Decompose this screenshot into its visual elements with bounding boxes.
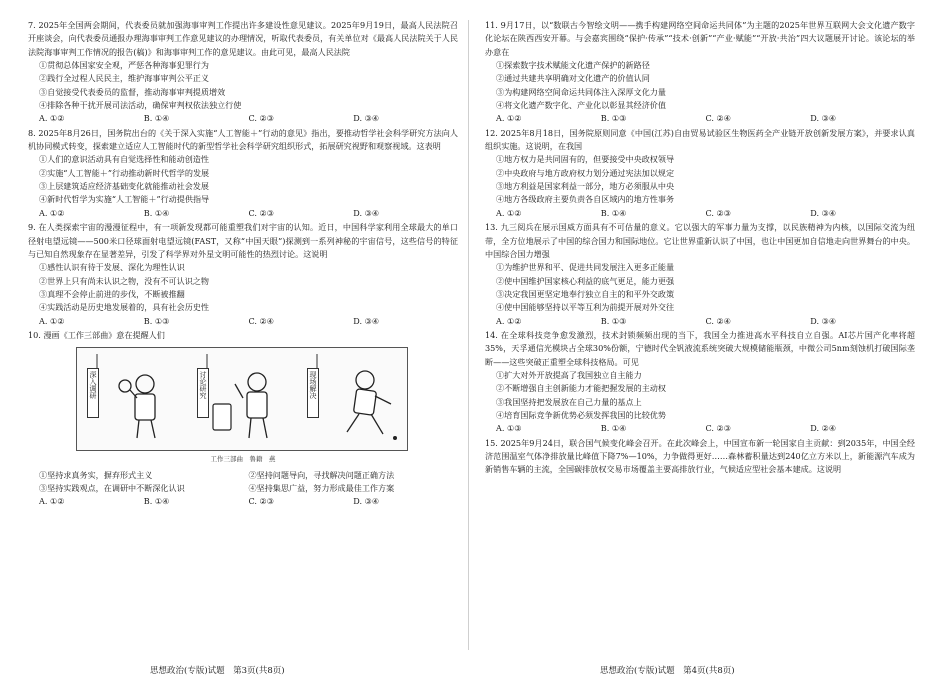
- answer-choice-a[interactable]: A. ①②: [39, 496, 65, 507]
- comic-work-trilogy: [76, 347, 408, 451]
- question-7-option[interactable]: ③自觉接受代表委员的监督，推动海事审判提质增效: [39, 86, 226, 97]
- question-8-option[interactable]: ②实施“人工智能＋”行动推动新时代哲学的发展: [39, 167, 210, 178]
- answer-choice-c[interactable]: C. ②④: [705, 113, 732, 124]
- person-with-pen-drawing: [193, 354, 293, 444]
- left-column: [28, 18, 458, 509]
- question-15-stem: 15. 2025年9月24日，联合国气候变化峰会召开。在此次峰会上，中国宣布新一轮国家自主贡献：到2035年，中国全经济范围温室气体净排放量比峰值下降7%—10%，力争做得更好……森林蓄积量达到240亿立方米以上，新能源汽车成为新销售车辆的主流，全国碳排放权交易市场覆盖主要高排放行业，气候适应型社会基本建成。这说明: [485, 437, 915, 475]
- question-7-answers: [28, 112, 458, 125]
- question-11-stem: 11. 9月17日，以“数联古今智绘文明——携手构建网络空间命运共同体”为主题的2025年世界互联网大会文化遗产数字化论坛在陕西西安开幕。与会嘉宾围绕“保护·传承”“技术·创新”“产业·赋能”“开放·共治”四大议题展开讨论。该论坛的举办意在: [485, 20, 915, 57]
- question-10-answers: [28, 495, 458, 508]
- answer-choice-a[interactable]: A. ①③: [496, 423, 522, 434]
- question-13-option[interactable]: ③决定我国更坚定地奉行独立自主的和平外交政策: [496, 288, 675, 299]
- comic-sign-research: 深入调研: [87, 368, 99, 418]
- answer-choice-a[interactable]: A. ①②: [39, 207, 65, 218]
- question-8-option[interactable]: ①人们的意识活动具有自觉选择性和能动创造性: [39, 154, 209, 165]
- answer-choice-d[interactable]: D. ③④: [353, 496, 380, 507]
- question-14-option[interactable]: ①扩大对外开放提高了我国独立自主能力: [496, 369, 642, 380]
- comic-panel-3: [303, 354, 403, 444]
- question-13-stem: 13. 九三阅兵在展示国威方面具有不可估量的意义。它以强大的军事力量为支撑，以民族精神为内核，以国际交流为纽带，全方位地展示了中国的综合国力和国际地位。它让世界重新认识了中国，也让中国更加自信地走向世界舞台的中央。中国综合国力增强: [485, 222, 915, 259]
- question-11-option[interactable]: ③为构建网络空间命运共同体注入深厚文化力量: [496, 86, 666, 97]
- question-8: [28, 127, 458, 220]
- answer-choice-b[interactable]: B. ①④: [143, 496, 170, 507]
- question-10-option[interactable]: ②坚持问题导向，寻找解决问题正确方法: [248, 469, 395, 480]
- answer-choice-a[interactable]: A. ①②: [39, 315, 65, 326]
- question-11: [485, 19, 915, 126]
- answer-choice-b[interactable]: B. ①④: [600, 207, 627, 218]
- question-9-option[interactable]: ④实践活动是历史地发展着的，具有社会历史性: [39, 302, 209, 313]
- question-10-options: [28, 469, 458, 496]
- question-10-stem: 10. 漫画《工作三部曲》意在提醒人们: [28, 329, 165, 340]
- question-14-option[interactable]: ③我国坚持把发展放在自己力量的基点上: [496, 396, 642, 407]
- question-12-option[interactable]: ④地方各级政府主要负责各自区域内的地方性事务: [496, 194, 675, 205]
- answer-choice-b[interactable]: B. ①④: [143, 113, 170, 124]
- question-9-option[interactable]: ②世界上只有尚未认识之物，没有不可认识之物: [39, 275, 209, 286]
- question-10: [28, 329, 458, 509]
- question-12-answers: [485, 207, 915, 220]
- answer-choice-c[interactable]: C. ②③: [248, 207, 275, 218]
- answer-choice-d[interactable]: D. ③④: [353, 113, 380, 124]
- comic-panel-2: [193, 354, 293, 444]
- question-7: [28, 19, 458, 126]
- question-7-option[interactable]: ④排除各种干扰开展司法活动，确保审判权依法独立行使: [39, 100, 242, 111]
- question-10-option[interactable]: ④坚持集思广益，努力形成最佳工作方案: [248, 482, 395, 493]
- question-14-option[interactable]: ④培育国际竞争新优势必须发挥我国的比较优势: [496, 409, 666, 420]
- question-13: [485, 221, 915, 328]
- question-9-answers: [28, 315, 458, 328]
- answer-choice-a[interactable]: A. ①②: [39, 113, 65, 124]
- question-12-option[interactable]: ①地方权力是共同固有的，但要接受中央政权领导: [496, 154, 675, 165]
- question-8-option[interactable]: ③上层建筑适应经济基础变化就能推动社会发展: [39, 181, 209, 192]
- page-footer-left: 思想政治(专版)试题 第3页(共8页): [150, 666, 285, 676]
- column-divider: [468, 20, 469, 650]
- answer-choice-c[interactable]: C. ②③: [705, 423, 732, 434]
- answer-choice-b[interactable]: B. ①③: [600, 315, 627, 326]
- question-8-stem: 8. 2025年8月26日，国务院出台的《关于深入实施“人工智能＋”行动的意见》指出，要推动哲学社会科学研究方法向人机协同模式转变，探索建立适应人工智能时代的新型哲学社会科学研究组织形式，拓展研究视野和观察视域。这表明: [28, 127, 458, 152]
- question-11-option[interactable]: ②通过共建共享明确对文化遗产的价值认同: [496, 73, 650, 84]
- question-13-option[interactable]: ④使中国能够坚持以平等互利为前提开展对外交往: [496, 302, 675, 313]
- answer-choice-b[interactable]: B. ①③: [600, 113, 627, 124]
- answer-choice-b[interactable]: B. ①④: [143, 207, 170, 218]
- answer-choice-b[interactable]: B. ①④: [600, 423, 627, 434]
- question-7-option[interactable]: ①贯彻总体国家安全观，严惩各种海事犯罪行为: [39, 60, 209, 71]
- answer-choice-d[interactable]: D. ③④: [353, 315, 380, 326]
- answer-choice-d[interactable]: D. ③④: [810, 315, 837, 326]
- question-12-option[interactable]: ③地方利益是国家利益一部分，地方必须服从中央: [496, 181, 675, 192]
- answer-choice-c[interactable]: C. ②④: [705, 315, 732, 326]
- comic-sign-onsite: 现场解决: [307, 368, 319, 418]
- question-14-option[interactable]: ②不断增强自主创新能力才能把握发展的主动权: [496, 383, 666, 394]
- answer-choice-d[interactable]: D. ③④: [810, 113, 837, 124]
- question-14-answers: [485, 422, 915, 435]
- question-7-stem: 7. 2025年全国两会期间，代表委员就加强海事审判工作提出许多建设性意见建议。2025年9月19日，最高人民法院召开座谈会，向代表委员通报办理海事审判工作意见建议的办理情况，听取代表委员，有关单位对《最高人民法院关于人民法院海事审判工作情况的报告(稿)》和海事审判工作的意见建议。由此可见，最高人民法院: [28, 20, 458, 57]
- comic-panel-1: [83, 354, 183, 444]
- answer-choice-d[interactable]: D. ③④: [810, 207, 837, 218]
- right-column: [485, 18, 915, 477]
- answer-choice-c[interactable]: C. ②③: [705, 207, 732, 218]
- question-11-answers: [485, 112, 915, 125]
- question-9-option[interactable]: ①感性认识有待于发展、深化为理性认识: [39, 262, 185, 273]
- question-13-option[interactable]: ②使中国维护国家核心利益的底气更足，能力更强: [496, 275, 675, 286]
- question-12-stem: 12. 2025年8月18日，国务院原则同意《中国(江苏)自由贸易试验区生物医药全产业链开放创新发展方案》，并要求认真组织实施。这说明，在我国: [485, 127, 915, 152]
- question-12-option[interactable]: ②中央政府与地方政府权力划分通过宪法加以规定: [496, 167, 675, 178]
- question-10-option[interactable]: ①坚持求真务实，摒弃形式主义: [39, 469, 153, 480]
- question-14-stem: 14. 在全球科技竞争愈发激烈，技术封锁频频出现的当下，我国全力推进高水平科技自立自强。AI芯片国产化率将超35%，天孚通信光模块占全球30%份额，宁德时代全钒液流系统突破大规模储能瓶颈，中微公司5nm刻蚀机打破国际垄断——这些突破正重塑全球科技格局。可见: [485, 329, 915, 367]
- answer-choice-b[interactable]: B. ①③: [143, 315, 170, 326]
- question-9-stem: 9. 在人类探索宇宙的漫漫征程中，有一项新发现都可能重塑我们对宇宙的认知。近日，中国科学家利用全球最大的单口径射电望远镜——500米口径球面射电望远镜(FAST，又称“中国天眼”)探测到一系列神秘的宇宙信号，这些信号的特征与已知自然现象存在显著差异，引发了科学界对外星文明可能性的热烈讨论。这说明: [28, 222, 458, 259]
- answer-choice-c[interactable]: C. ②③: [248, 113, 275, 124]
- answer-choice-c[interactable]: C. ②④: [248, 315, 275, 326]
- question-7-option[interactable]: ②践行全过程人民民主，维护海事审判公平正义: [39, 73, 209, 84]
- question-14: [485, 329, 915, 436]
- question-9-option[interactable]: ③真理不会停止前进的步伐，不断被推翻: [39, 288, 185, 299]
- person-running-drawing: [303, 354, 403, 444]
- question-9: [28, 221, 458, 328]
- answer-choice-a[interactable]: A. ①②: [496, 315, 522, 326]
- question-8-option[interactable]: ④新时代哲学为实施“人工智能＋”行动提供指导: [39, 194, 210, 205]
- question-10-option[interactable]: ③坚持实践观点，在调研中不断深化认识: [39, 482, 185, 493]
- answer-choice-c[interactable]: C. ②③: [248, 496, 275, 507]
- question-12: [485, 127, 915, 220]
- comic-caption: 工作三部曲 鲁籍 燕: [210, 455, 276, 464]
- question-15: [485, 437, 915, 477]
- question-13-answers: [485, 315, 915, 328]
- answer-choice-a[interactable]: A. ①②: [496, 207, 522, 218]
- answer-choice-a[interactable]: A. ①②: [496, 113, 522, 124]
- question-11-option[interactable]: ①探索数字技术赋能文化遗产保护的新路径: [496, 60, 650, 71]
- question-13-option[interactable]: ①为维护世界和平、促进共同发展注入更多正能量: [496, 262, 675, 273]
- page-footer-right: 思想政治(专版)试题 第4页(共8页): [600, 666, 735, 676]
- question-8-answers: [28, 207, 458, 220]
- question-11-option[interactable]: ④将文化遗产数字化、产业化以彰显其经济价值: [496, 100, 666, 111]
- answer-choice-d[interactable]: D. ②④: [810, 423, 837, 434]
- comic-sign-discussion: 讨论研究: [197, 368, 209, 418]
- person-with-magnifier-drawing: [83, 354, 183, 444]
- answer-choice-d[interactable]: D. ③④: [353, 207, 380, 218]
